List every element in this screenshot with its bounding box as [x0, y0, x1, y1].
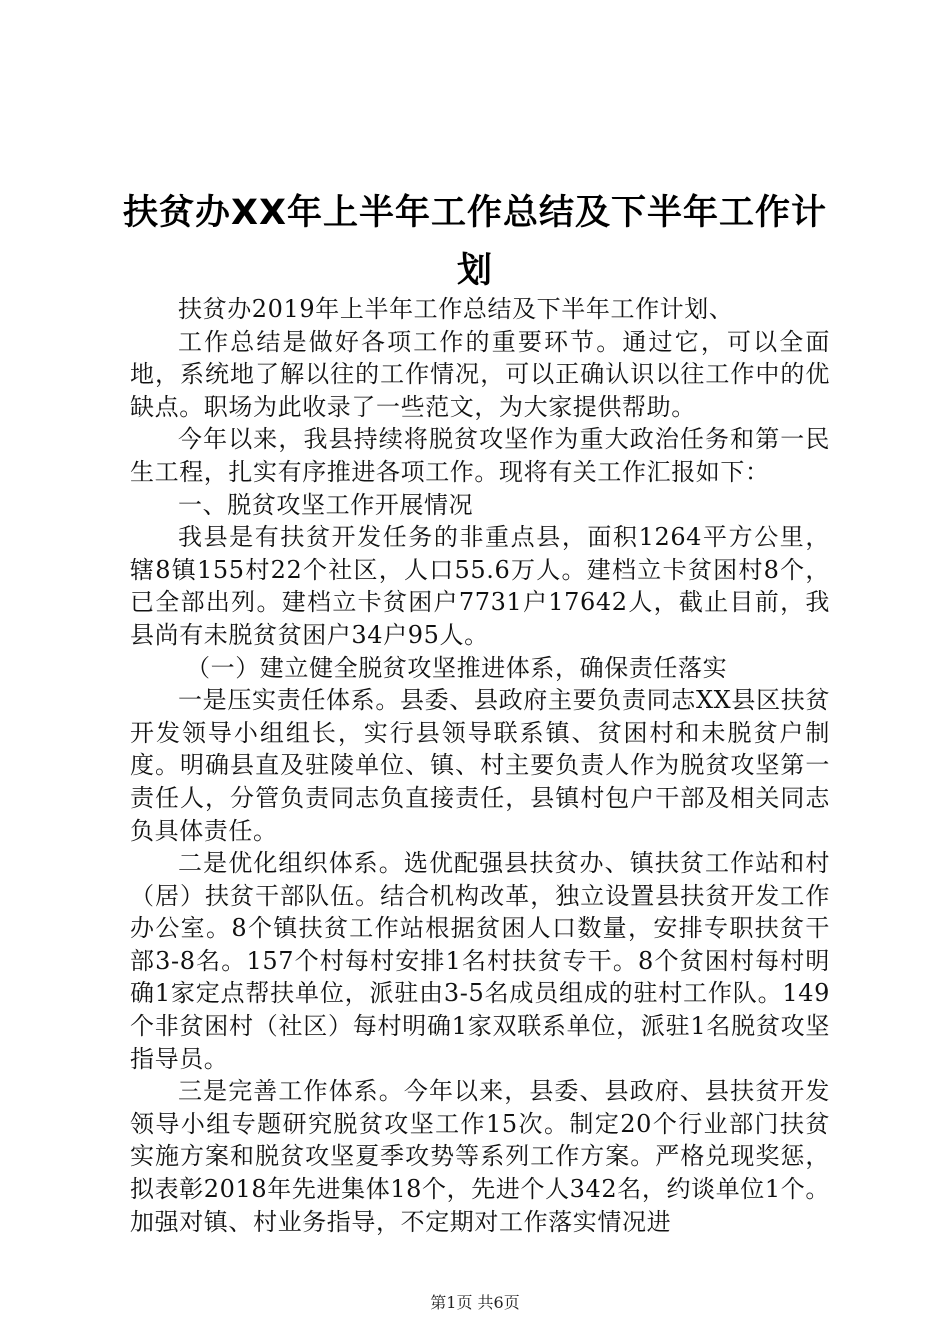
page-footer: 第1页 共6页: [430, 1293, 520, 1312]
paragraph-intro: 工作总结是做好各项工作的重要环节。通过它，可以全面地，系统地了解以往的工作情况，可以正确认识以往工作中的优缺点。职场为此收录了一些范文，为大家提供帮助。: [130, 327, 830, 421]
document-title: 扶贫办XX年上半年工作总结及下半年工作计划: [123, 193, 827, 291]
paragraph-organization: 二是优化组织体系。选优配强县扶贫办、镇扶贫工作站和村（居）扶贫干部队伍。结合机构改革，独立设置县扶贫开发工作办公室。8个镇扶贫工作站根据贫困人口数量，安排专职扶贫干部3-8名。157个村每村安排1名村扶贫专干。8个贫困村每村明确1家定点帮扶单位，派驻由3-5名成员组成的驻村工作队。149个非贫困村（社区）每村明确1家双联系单位，派驻1名脱贫攻坚指导员。: [130, 849, 830, 1073]
paragraph-responsibility: 一是压实责任体系。县委、县政府主要负责同志XX县区扶贫开发领导小组组长，实行县领导联系镇、贫困村和未脱贫户制度。明确县直及驻陵单位、镇、村主要负责人作为脱贫攻坚第一责任人，分管负责同志负直接责任，县镇村包户干部及相关同志负具体责任。: [130, 686, 830, 845]
paragraph-county-stats: 我县是有扶贫开发任务的非重点县，面积1264平方公里，辖8镇155村22个社区，人口55.6万人。建档立卡贫困村8个，已全部出列。建档立卡贫困户7731户17642人，截止目前，我县尚有未脱贫贫困户34户95人。: [130, 523, 830, 649]
subsection-heading-1: （一）建立健全脱贫攻坚推进体系，确保责任落实: [186, 653, 728, 682]
paragraph-overview: 今年以来，我县持续将脱贫攻坚作为重大政治任务和第一民生工程，扎实有序推进各项工作。现将有关工作汇报如下：: [130, 425, 830, 486]
section-heading-1: 一、脱贫攻坚工作开展情况: [178, 490, 474, 519]
paragraph-heading-line: 扶贫办2019年上半年工作总结及下半年工作计划、: [178, 295, 734, 323]
paragraph-work-system: 三是完善工作体系。今年以来，县委、县政府、县扶贫开发领导小组专题研究脱贫攻坚工作15次。制定20个行业部门扶贫实施方案和脱贫攻坚夏季攻势等系列工作方案。严格兑现奖惩，拟表彰2018年先进集体18个，先进个人342名，约谈单位1个。加强对镇、村业务指导，不定期对工作落实情况进: [130, 1077, 830, 1236]
document-body: [130, 293, 830, 1238]
